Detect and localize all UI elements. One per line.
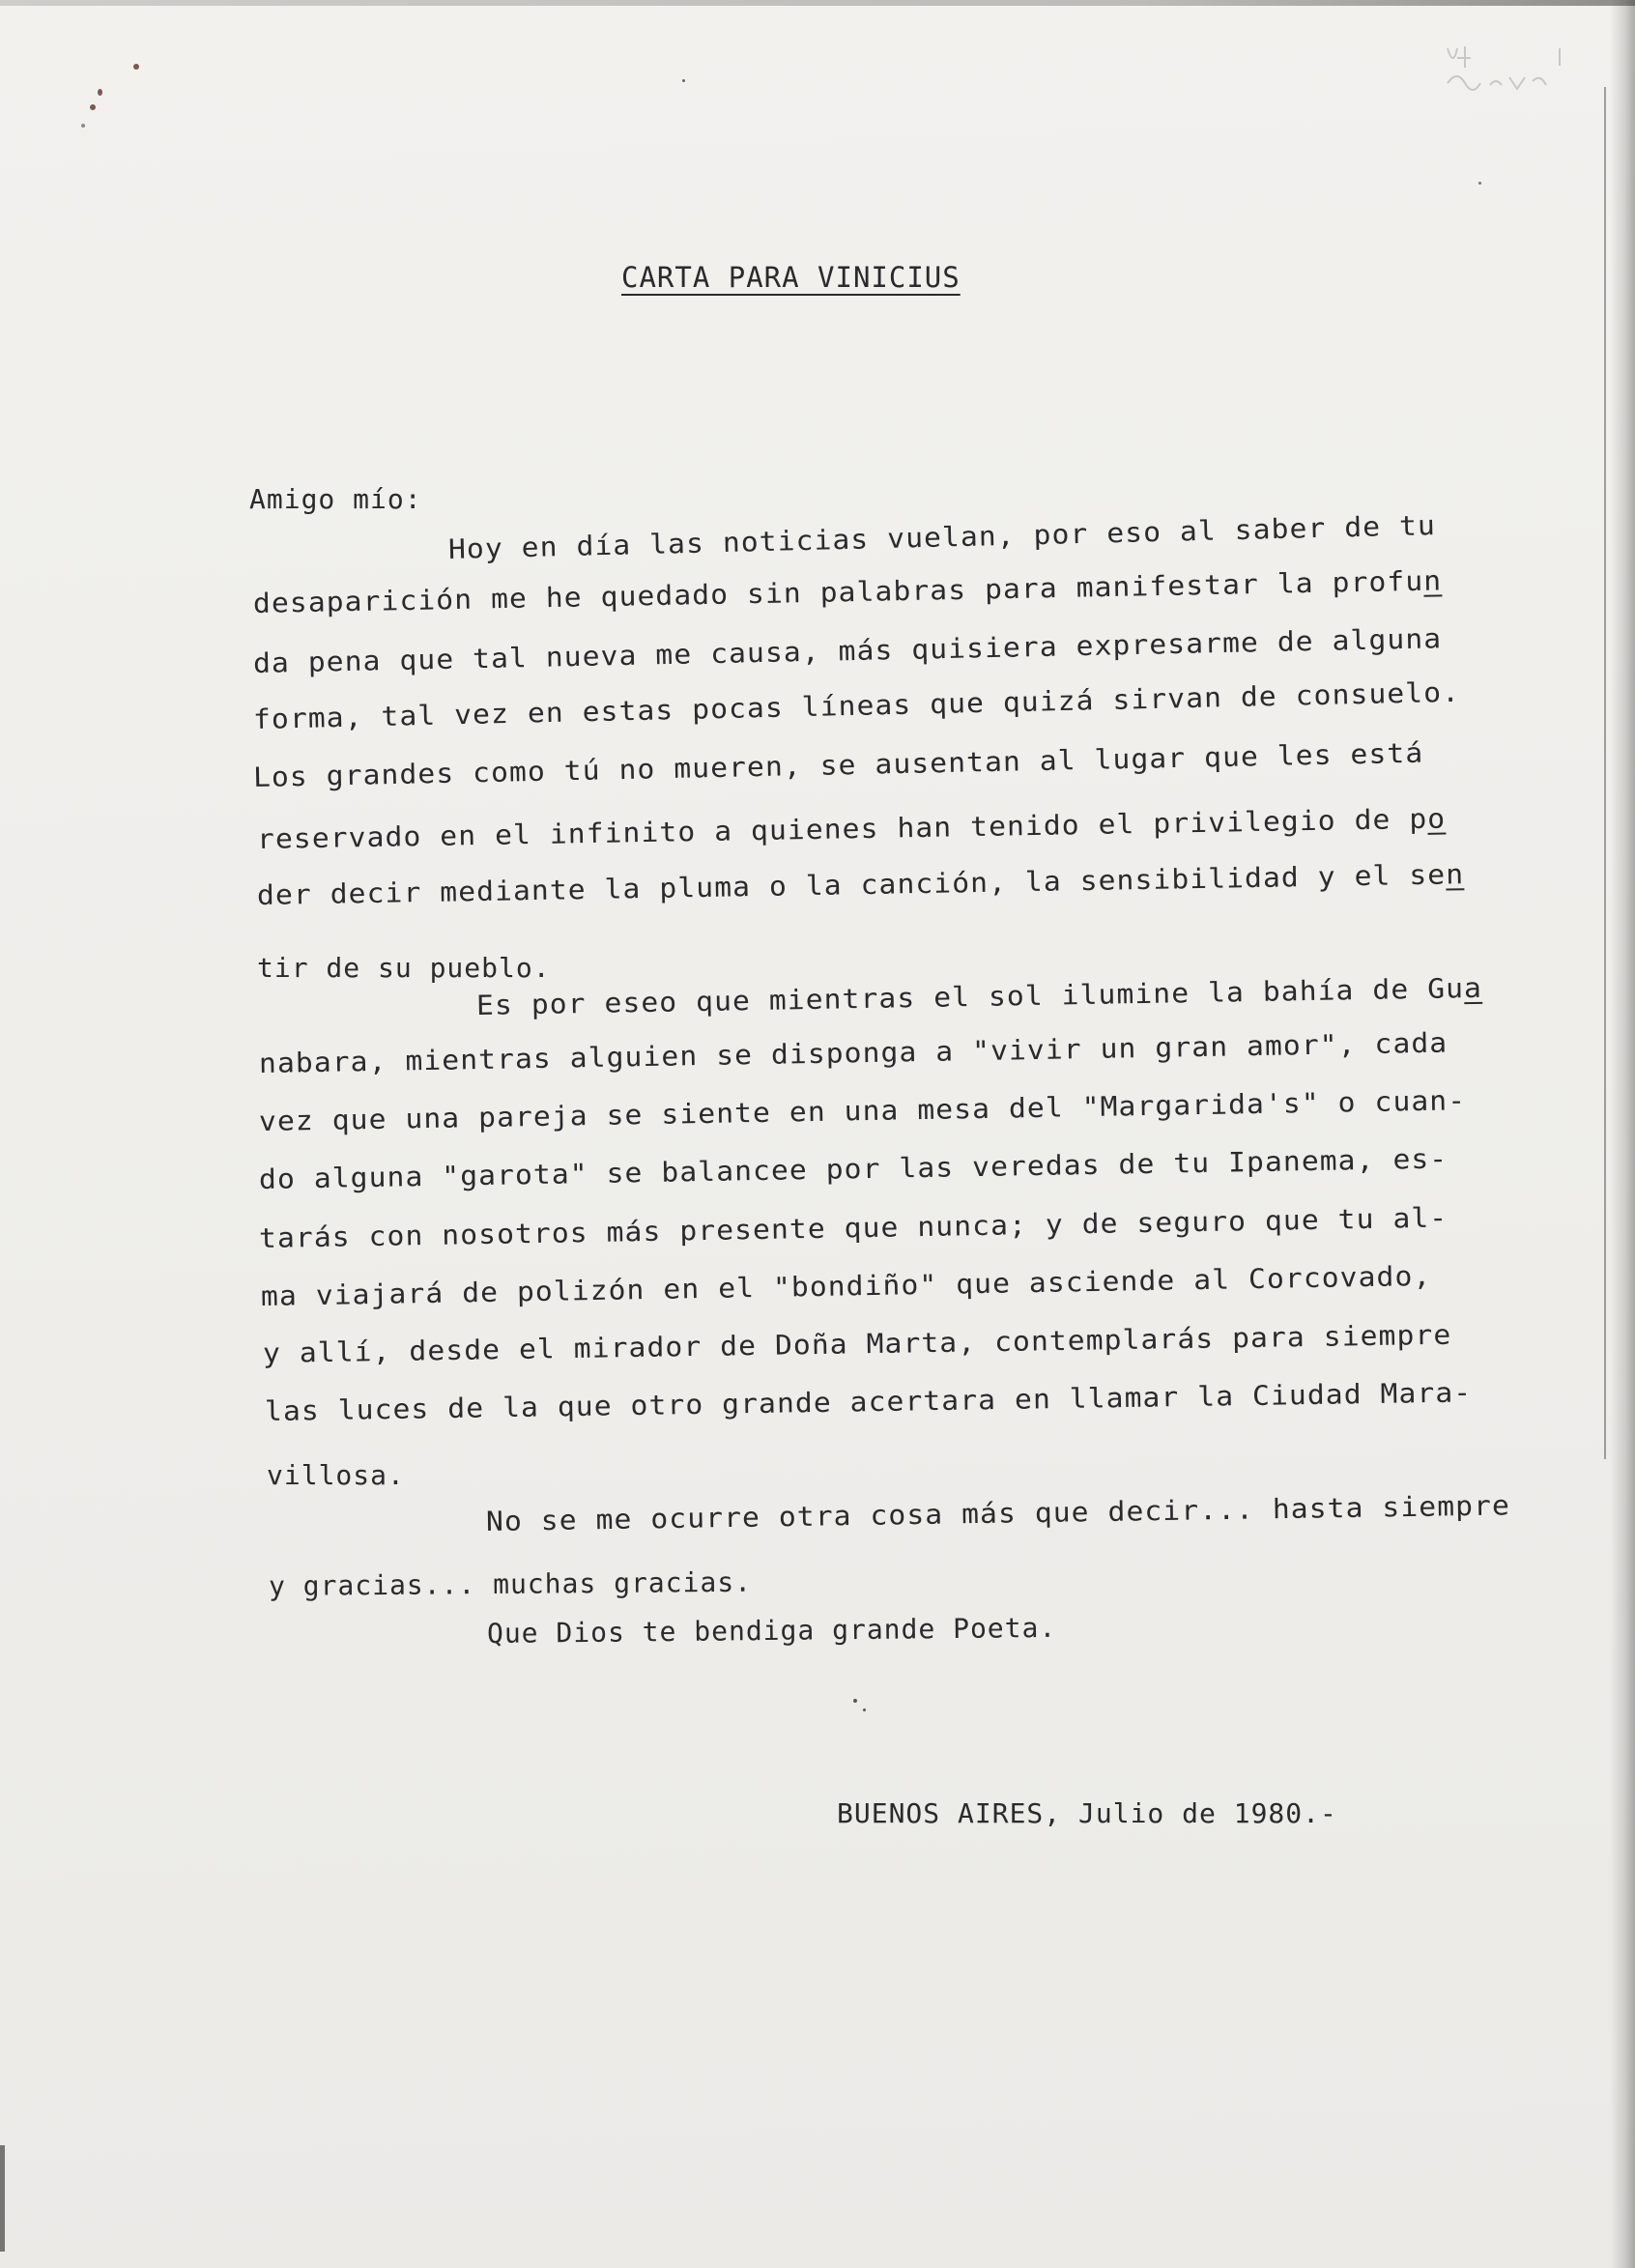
line-text: tarás con nosotros más presente que nunca; y de seguro que tu al- <box>258 1201 1449 1254</box>
ink-speck <box>90 104 96 110</box>
line-text: forma, tal vez en estas pocas líneas que quizá sirvan de consuelo. <box>252 675 1461 735</box>
paper-top-edge <box>0 0 1635 6</box>
letter-line <box>269 1566 752 1602</box>
line-text: Es por eseo que mientras el sol ilumine la bahía de Gu <box>475 972 1465 1021</box>
letter-line <box>259 1084 1467 1137</box>
line-text: y allí, desde el mirador de Doña Marta, contemplarás para siempre <box>262 1318 1452 1369</box>
ink-speck <box>1478 182 1481 185</box>
ink-speck <box>98 89 102 96</box>
line-underlined-text: n <box>1422 564 1443 597</box>
ink-speck <box>81 124 85 128</box>
ink-speck <box>682 79 685 82</box>
line-text: vez que una pareja se siente en una mesa del "Margarida's" o cuan- <box>258 1084 1467 1137</box>
letter-line <box>253 622 1443 679</box>
letter-line <box>476 972 1483 1021</box>
letter-line <box>253 737 1424 793</box>
paper-left-mark <box>0 2145 5 2252</box>
letter-line <box>448 509 1437 565</box>
line-text: Hoy en día las noticias vuelan, por eso al saber de tu <box>447 509 1437 565</box>
faint-pencil-note <box>1440 39 1575 116</box>
letter-line <box>257 803 1447 855</box>
paper-right-shadow <box>1610 0 1635 2268</box>
salutation: Amigo mío: <box>249 483 422 515</box>
line-text: No se me ocurre otra cosa más que decir... hasta siempre <box>485 1489 1511 1537</box>
letter-line <box>259 1143 1449 1195</box>
line-text: Que Dios te bendiga grande Poeta. <box>486 1611 1057 1650</box>
line-underlined-text: n <box>1445 858 1465 891</box>
line-underlined-text: o <box>1426 802 1447 835</box>
paper-fold-line <box>1604 87 1606 1459</box>
letter-line <box>259 1027 1449 1079</box>
ink-speck <box>133 64 139 70</box>
line-text: y gracias... muchas gracias. <box>268 1565 753 1602</box>
letter-line <box>267 1459 405 1491</box>
line-text: reservado en el infinito a quienes han tenido el privilegio de p <box>256 802 1428 855</box>
line-text: villosa. <box>267 1459 405 1491</box>
letter-line <box>257 858 1465 911</box>
line-text: da pena que tal nueva me causa, más quisiera expresarme de alguna <box>252 622 1443 679</box>
letter-line <box>257 952 551 984</box>
ink-speck <box>853 1699 857 1703</box>
line-text: ma viajará de polizón en el "bondiño" que asciende al Corcovado, <box>260 1259 1432 1312</box>
letter-line <box>253 676 1461 735</box>
closing-line: BUENOS AIRES, Julio de 1980.- <box>837 1797 1337 1829</box>
line-text: nabara, mientras alguien se disponga a "vivir un gran amor", cada <box>258 1026 1449 1079</box>
letter-title: CARTA PARA VINICIUS <box>621 261 961 294</box>
line-text: do alguna "garota" se balancee por las veredas de tu Ipanema, es- <box>258 1142 1449 1195</box>
line-text: las luces de la que otro grande acertara en llamar la Ciudad Mara- <box>264 1376 1473 1427</box>
line-underlined-text: a <box>1463 971 1483 1005</box>
letter-line <box>261 1260 1432 1312</box>
line-text: desaparición me he quedado sin palabras para manifestar la profu <box>252 564 1424 619</box>
ink-speck <box>863 1708 866 1711</box>
letter-line <box>487 1612 1057 1650</box>
letter-line <box>265 1376 1473 1427</box>
letter-line <box>486 1489 1510 1537</box>
line-text: Los grandes como tú no mueren, se ausentan al lugar que les está <box>252 736 1424 793</box>
line-text: der decir mediante la pluma o la canción, la sensibilidad y el se <box>256 858 1447 911</box>
letter-line <box>263 1319 1452 1369</box>
letter-line <box>259 1202 1449 1254</box>
line-text: tir de su pueblo. <box>257 952 551 984</box>
letter-line <box>253 564 1443 619</box>
